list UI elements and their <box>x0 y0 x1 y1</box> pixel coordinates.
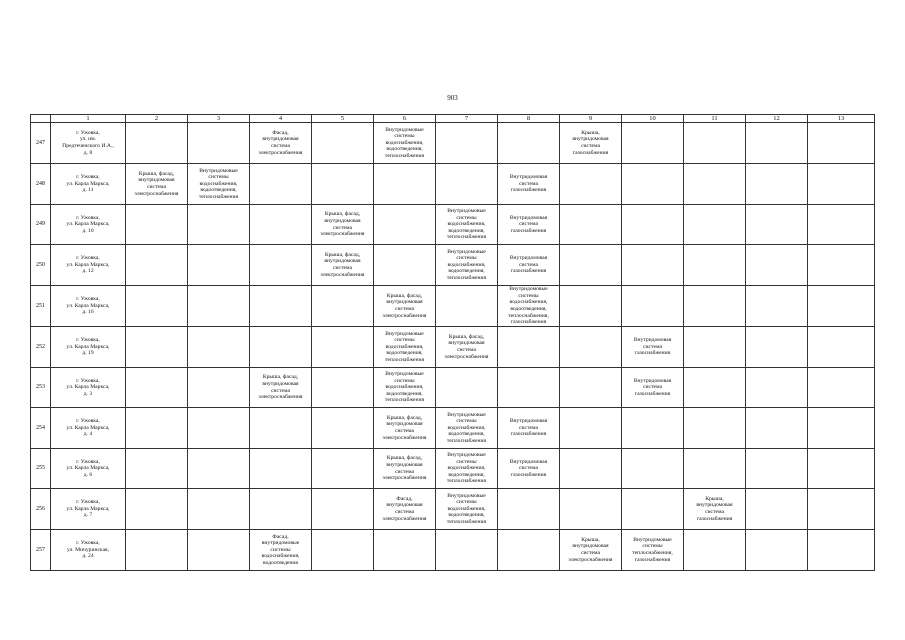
work-cell-col-3 <box>188 164 250 205</box>
work-cell-col-4 <box>250 408 312 449</box>
work-cell-col-12 <box>746 205 808 245</box>
work-cell-col-5 <box>312 205 374 245</box>
cell-text: Крыша, фасад, внутридомовая система электроснабжения <box>258 374 303 401</box>
header-cell: 9 <box>560 115 622 123</box>
work-cell-col-12 <box>746 489 808 530</box>
work-cell-col-7 <box>436 408 498 449</box>
header-cell: 6 <box>374 115 436 123</box>
cell-text: г. Ужовка, ул. Карла Маркса, д. 19 <box>66 337 110 357</box>
row-number-cell <box>31 408 51 449</box>
work-cell-col-5 <box>312 408 374 449</box>
cell-text: 254 <box>36 424 45 431</box>
work-cell-col-5 <box>312 164 374 205</box>
cell-text: Внутридомовые системы теплоснабжения, газоснабжения <box>632 536 673 563</box>
table-row <box>31 327 875 368</box>
work-cell-col-11 <box>684 408 746 449</box>
work-cell-col-10 <box>622 530 684 571</box>
work-cell-col-12 <box>746 449 808 489</box>
address-cell <box>51 286 126 327</box>
cell-text: Крыша, внутридомовая система электроснабжения <box>568 536 613 563</box>
cell-text: г. Ужовка, ул. Мичуринская, д. 24 <box>66 540 110 560</box>
cell-text: Крыша, фасад, внутридомовая система электроснабжения <box>444 333 489 360</box>
row-number-cell <box>31 205 51 245</box>
work-cell-col-4 <box>250 530 312 571</box>
work-cell-col-12 <box>746 286 808 327</box>
work-cell-col-6 <box>374 408 436 449</box>
cell-text: Фасад, внутридомовые системы водоснабжения, водоотведения <box>261 533 300 566</box>
address-cell <box>51 245 126 286</box>
address-cell <box>51 489 126 530</box>
header-cell: 11 <box>684 115 746 123</box>
work-cell-col-11 <box>684 530 746 571</box>
work-cell-col-9 <box>560 368 622 408</box>
work-cell-col-5 <box>312 530 374 571</box>
cell-text: 248 <box>36 180 45 187</box>
work-cell-col-2 <box>126 449 188 489</box>
work-cell-col-12 <box>746 164 808 205</box>
work-cell-col-3 <box>188 368 250 408</box>
work-cell-col-10 <box>622 123 684 164</box>
row-number-cell <box>31 245 51 286</box>
work-cell-col-3 <box>188 408 250 449</box>
address-cell <box>51 123 126 164</box>
table-row <box>31 530 875 571</box>
row-number-cell <box>31 123 51 164</box>
work-cell-col-13 <box>808 449 875 489</box>
work-cell-col-6 <box>374 368 436 408</box>
header-cell: 5 <box>312 115 374 123</box>
cell-text: Крыша, внутридомовая система газоснабжения <box>572 129 609 156</box>
header-cell: 13 <box>808 115 875 123</box>
cell-text: Внутридомовые системы водоснабжения, водоотведения, теплоснабжения <box>384 126 425 159</box>
work-cell-col-2 <box>126 368 188 408</box>
work-cell-col-3 <box>188 449 250 489</box>
work-cell-col-10 <box>622 164 684 205</box>
work-cell-col-12 <box>746 368 808 408</box>
cell-text: 255 <box>36 465 45 472</box>
address-cell <box>51 449 126 489</box>
work-cell-col-13 <box>808 368 875 408</box>
work-cell-col-2 <box>126 489 188 530</box>
work-cell-col-13 <box>808 408 875 449</box>
work-cell-col-11 <box>684 489 746 530</box>
address-cell <box>51 368 126 408</box>
work-cell-col-6 <box>374 449 436 489</box>
cell-text: Внутридомовые системы водоснабжения, водоотведения, теплоснабжения <box>446 492 487 525</box>
work-cell-col-3 <box>188 530 250 571</box>
work-cell-col-3 <box>188 123 250 164</box>
cell-text: г. Ужовка, ул. Карла Маркса, д. 7 <box>66 499 110 519</box>
work-cell-col-7 <box>436 530 498 571</box>
work-cell-col-8 <box>498 489 560 530</box>
work-cell-col-2 <box>126 164 188 205</box>
work-cell-col-13 <box>808 286 875 327</box>
work-cell-col-8 <box>498 449 560 489</box>
work-cell-col-8 <box>498 205 560 245</box>
cell-text: 252 <box>36 343 45 350</box>
work-cell-col-6 <box>374 286 436 327</box>
row-number-cell <box>31 489 51 530</box>
work-cell-col-5 <box>312 489 374 530</box>
cell-text: Внутридомовая система газоснабжения <box>509 418 548 438</box>
work-cell-col-3 <box>188 205 250 245</box>
work-cell-col-8 <box>498 123 560 164</box>
work-cell-col-2 <box>126 245 188 286</box>
work-cell-col-9 <box>560 123 622 164</box>
cell-text: г. Ужовка, ул. Карла Маркса, д. 6 <box>66 458 110 478</box>
work-cell-col-10 <box>622 368 684 408</box>
cell-text: Внутридомовые системы водоснабжения, водоотведения, теплоснабжения <box>446 248 487 281</box>
work-cell-col-4 <box>250 449 312 489</box>
work-cell-col-3 <box>188 327 250 368</box>
cell-text: Крыша, фасад, внутридомовая система электроснабжения <box>382 292 427 319</box>
work-cell-col-5 <box>312 286 374 327</box>
work-cell-col-13 <box>808 489 875 530</box>
row-number-cell <box>31 327 51 368</box>
work-cell-col-8 <box>498 530 560 571</box>
table-row <box>31 205 875 245</box>
work-cell-col-6 <box>374 530 436 571</box>
work-cell-col-11 <box>684 205 746 245</box>
table-row <box>31 123 875 164</box>
row-number-cell <box>31 286 51 327</box>
work-cell-col-9 <box>560 489 622 530</box>
work-cell-col-5 <box>312 449 374 489</box>
work-cell-col-9 <box>560 205 622 245</box>
work-cell-col-9 <box>560 449 622 489</box>
cell-text: Внутридомовая система газоснабжения <box>509 255 548 275</box>
work-cell-col-2 <box>126 286 188 327</box>
work-cell-col-5 <box>312 123 374 164</box>
work-cell-col-6 <box>374 205 436 245</box>
work-cell-col-13 <box>808 123 875 164</box>
work-cell-col-4 <box>250 123 312 164</box>
cell-text: Внутридомовая система газоснабжения <box>633 377 672 397</box>
work-cell-col-7 <box>436 164 498 205</box>
work-cell-col-3 <box>188 245 250 286</box>
work-cell-col-7 <box>436 489 498 530</box>
work-cell-col-11 <box>684 123 746 164</box>
work-cell-col-7 <box>436 368 498 408</box>
header-cell: 1 <box>51 115 126 123</box>
cell-text: г. Ужовка, ул. Карла Маркса, д. 3 <box>66 377 110 397</box>
work-cell-col-7 <box>436 123 498 164</box>
work-cell-col-12 <box>746 123 808 164</box>
work-cell-col-9 <box>560 408 622 449</box>
work-cell-col-13 <box>808 164 875 205</box>
work-cell-col-7 <box>436 449 498 489</box>
work-cell-col-2 <box>126 205 188 245</box>
work-cell-col-10 <box>622 489 684 530</box>
address-cell <box>51 530 126 571</box>
table-row <box>31 449 875 489</box>
work-cell-col-11 <box>684 164 746 205</box>
cell-text: Крыша, фасад, внутридомовая система электроснабжения <box>382 414 427 441</box>
row-number-cell <box>31 530 51 571</box>
cell-text: Фасад, внутридомовая система электроснабжения <box>382 495 427 522</box>
work-cell-col-7 <box>436 205 498 245</box>
work-cell-col-13 <box>808 327 875 368</box>
cell-text: Внутридомовые системы водоснабжения, водоотведения, теплоснабжения <box>384 371 425 404</box>
cell-text: г. Ужовка, ул. Карла Маркса, д. 12 <box>66 255 110 275</box>
work-cell-col-9 <box>560 530 622 571</box>
cell-text: 257 <box>36 546 45 553</box>
cell-text: Крыша, внутридомовая система газоснабжения <box>696 495 733 522</box>
cell-text: г. Ужовка, ул. Карла Маркса, д. 16 <box>66 296 110 316</box>
page-number: 903 <box>447 94 458 102</box>
cell-text: Фасад, внутридомовая система электроснабжения <box>258 129 303 156</box>
work-cell-col-6 <box>374 245 436 286</box>
work-cell-col-8 <box>498 286 560 327</box>
work-cell-col-4 <box>250 245 312 286</box>
work-cell-col-2 <box>126 327 188 368</box>
table-row <box>31 286 875 327</box>
work-cell-col-11 <box>684 245 746 286</box>
header-cell: 2 <box>126 115 188 123</box>
header-cell-blank <box>31 115 51 123</box>
work-cell-col-7 <box>436 286 498 327</box>
cell-text: Крыша, фасад, внутридомовая система электроснабжения <box>134 170 179 197</box>
work-cell-col-4 <box>250 327 312 368</box>
address-cell <box>51 164 126 205</box>
cell-text: 251 <box>36 302 45 309</box>
work-cell-col-10 <box>622 408 684 449</box>
header-cell: 12 <box>746 115 808 123</box>
cell-text: Внутридомовые системы водоснабжения, водоотведения, теплоснабжения, газоснабжения <box>508 286 549 326</box>
work-cell-col-5 <box>312 327 374 368</box>
work-cell-col-10 <box>622 245 684 286</box>
table-row <box>31 164 875 205</box>
work-cell-col-9 <box>560 327 622 368</box>
work-cell-col-2 <box>126 530 188 571</box>
work-cell-col-6 <box>374 489 436 530</box>
work-cell-col-5 <box>312 245 374 286</box>
work-cell-col-2 <box>126 123 188 164</box>
cell-text: Крыша, фасад, внутридомовая система электроснабжения <box>320 211 365 238</box>
cell-text: Внутридомовая система газоснабжения <box>509 174 548 194</box>
row-number-cell <box>31 368 51 408</box>
work-cell-col-9 <box>560 245 622 286</box>
work-cell-col-8 <box>498 368 560 408</box>
address-cell <box>51 205 126 245</box>
cell-text: Внутридомовые системы водоснабжения, водоотведения, теплоснабжения <box>446 452 487 485</box>
work-cell-col-11 <box>684 286 746 327</box>
work-cell-col-6 <box>374 123 436 164</box>
cell-text: 249 <box>36 221 45 228</box>
address-cell <box>51 327 126 368</box>
cell-text: Внутридомовые системы водоснабжения, водоотведения, теплоснабжения <box>198 167 239 200</box>
cell-text: Внутридомовые системы водоснабжения, водоотведения, теплоснабжения <box>446 411 487 444</box>
table-row <box>31 489 875 530</box>
work-cell-col-3 <box>188 489 250 530</box>
header-cell: 10 <box>622 115 684 123</box>
cell-text: г. Ужовка, ул. им. Предтеченского И.А., д. 8 <box>62 129 114 156</box>
cell-text: Внутридомовая система газоснабжения <box>509 214 548 234</box>
work-cell-col-7 <box>436 245 498 286</box>
header-cell: 8 <box>498 115 560 123</box>
cell-text: 247 <box>36 139 45 146</box>
work-cell-col-10 <box>622 449 684 489</box>
cell-text: Крыша, фасад, внутридомовая система электроснабжения <box>382 455 427 482</box>
header-cell: 7 <box>436 115 498 123</box>
table-row <box>31 245 875 286</box>
table-row <box>31 408 875 449</box>
work-cell-col-12 <box>746 530 808 571</box>
work-cell-col-4 <box>250 368 312 408</box>
header-cell: 3 <box>188 115 250 123</box>
address-cell <box>51 408 126 449</box>
work-cell-col-13 <box>808 245 875 286</box>
cell-text: Внутридомовая система газоснабжения <box>633 337 672 357</box>
work-cell-col-13 <box>808 530 875 571</box>
work-cell-col-8 <box>498 327 560 368</box>
header-cell: 4 <box>250 115 312 123</box>
cell-text: 253 <box>36 384 45 391</box>
work-cell-col-6 <box>374 327 436 368</box>
work-cell-col-4 <box>250 205 312 245</box>
cell-text: 256 <box>36 505 45 512</box>
table-body <box>31 123 875 571</box>
work-cell-col-12 <box>746 245 808 286</box>
work-cell-col-9 <box>560 164 622 205</box>
cell-text: Крыша, фасад, внутридомовая система электроснабжения <box>320 251 365 278</box>
work-cell-col-4 <box>250 164 312 205</box>
work-cell-col-6 <box>374 164 436 205</box>
work-cell-col-2 <box>126 408 188 449</box>
cell-text: Внутридомовая система газоснабжения <box>509 458 548 478</box>
work-cell-col-4 <box>250 489 312 530</box>
table-row <box>31 368 875 408</box>
work-cell-col-12 <box>746 408 808 449</box>
work-cell-col-10 <box>622 286 684 327</box>
cell-text: 250 <box>36 261 45 268</box>
work-cell-col-11 <box>684 368 746 408</box>
work-cell-col-3 <box>188 286 250 327</box>
work-cell-col-11 <box>684 327 746 368</box>
row-number-cell <box>31 449 51 489</box>
work-cell-col-10 <box>622 327 684 368</box>
work-cell-col-8 <box>498 408 560 449</box>
work-cell-col-5 <box>312 368 374 408</box>
work-cell-col-12 <box>746 327 808 368</box>
column-number-header-row <box>31 115 875 123</box>
work-cell-col-11 <box>684 449 746 489</box>
repair-schedule-table <box>30 114 875 571</box>
work-cell-col-8 <box>498 164 560 205</box>
work-cell-col-13 <box>808 205 875 245</box>
row-number-cell <box>31 164 51 205</box>
cell-text: Внутридомовые системы водоснабжения, водоотведения, теплоснабжения <box>446 208 487 241</box>
work-cell-col-10 <box>622 205 684 245</box>
cell-text: г. Ужовка, ул. Карла Маркса, д. 11 <box>66 174 110 194</box>
work-cell-col-4 <box>250 286 312 327</box>
cell-text: Внутридомовые системы водоснабжения, водоотведения, теплоснабжения <box>384 330 425 363</box>
cell-text: г. Ужовка, ул. Карла Маркса, д. 4 <box>66 418 110 438</box>
work-cell-col-9 <box>560 286 622 327</box>
work-cell-col-7 <box>436 327 498 368</box>
cell-text: г. Ужовка, ул. Карла Маркса, д. 10 <box>66 214 110 234</box>
work-cell-col-8 <box>498 245 560 286</box>
